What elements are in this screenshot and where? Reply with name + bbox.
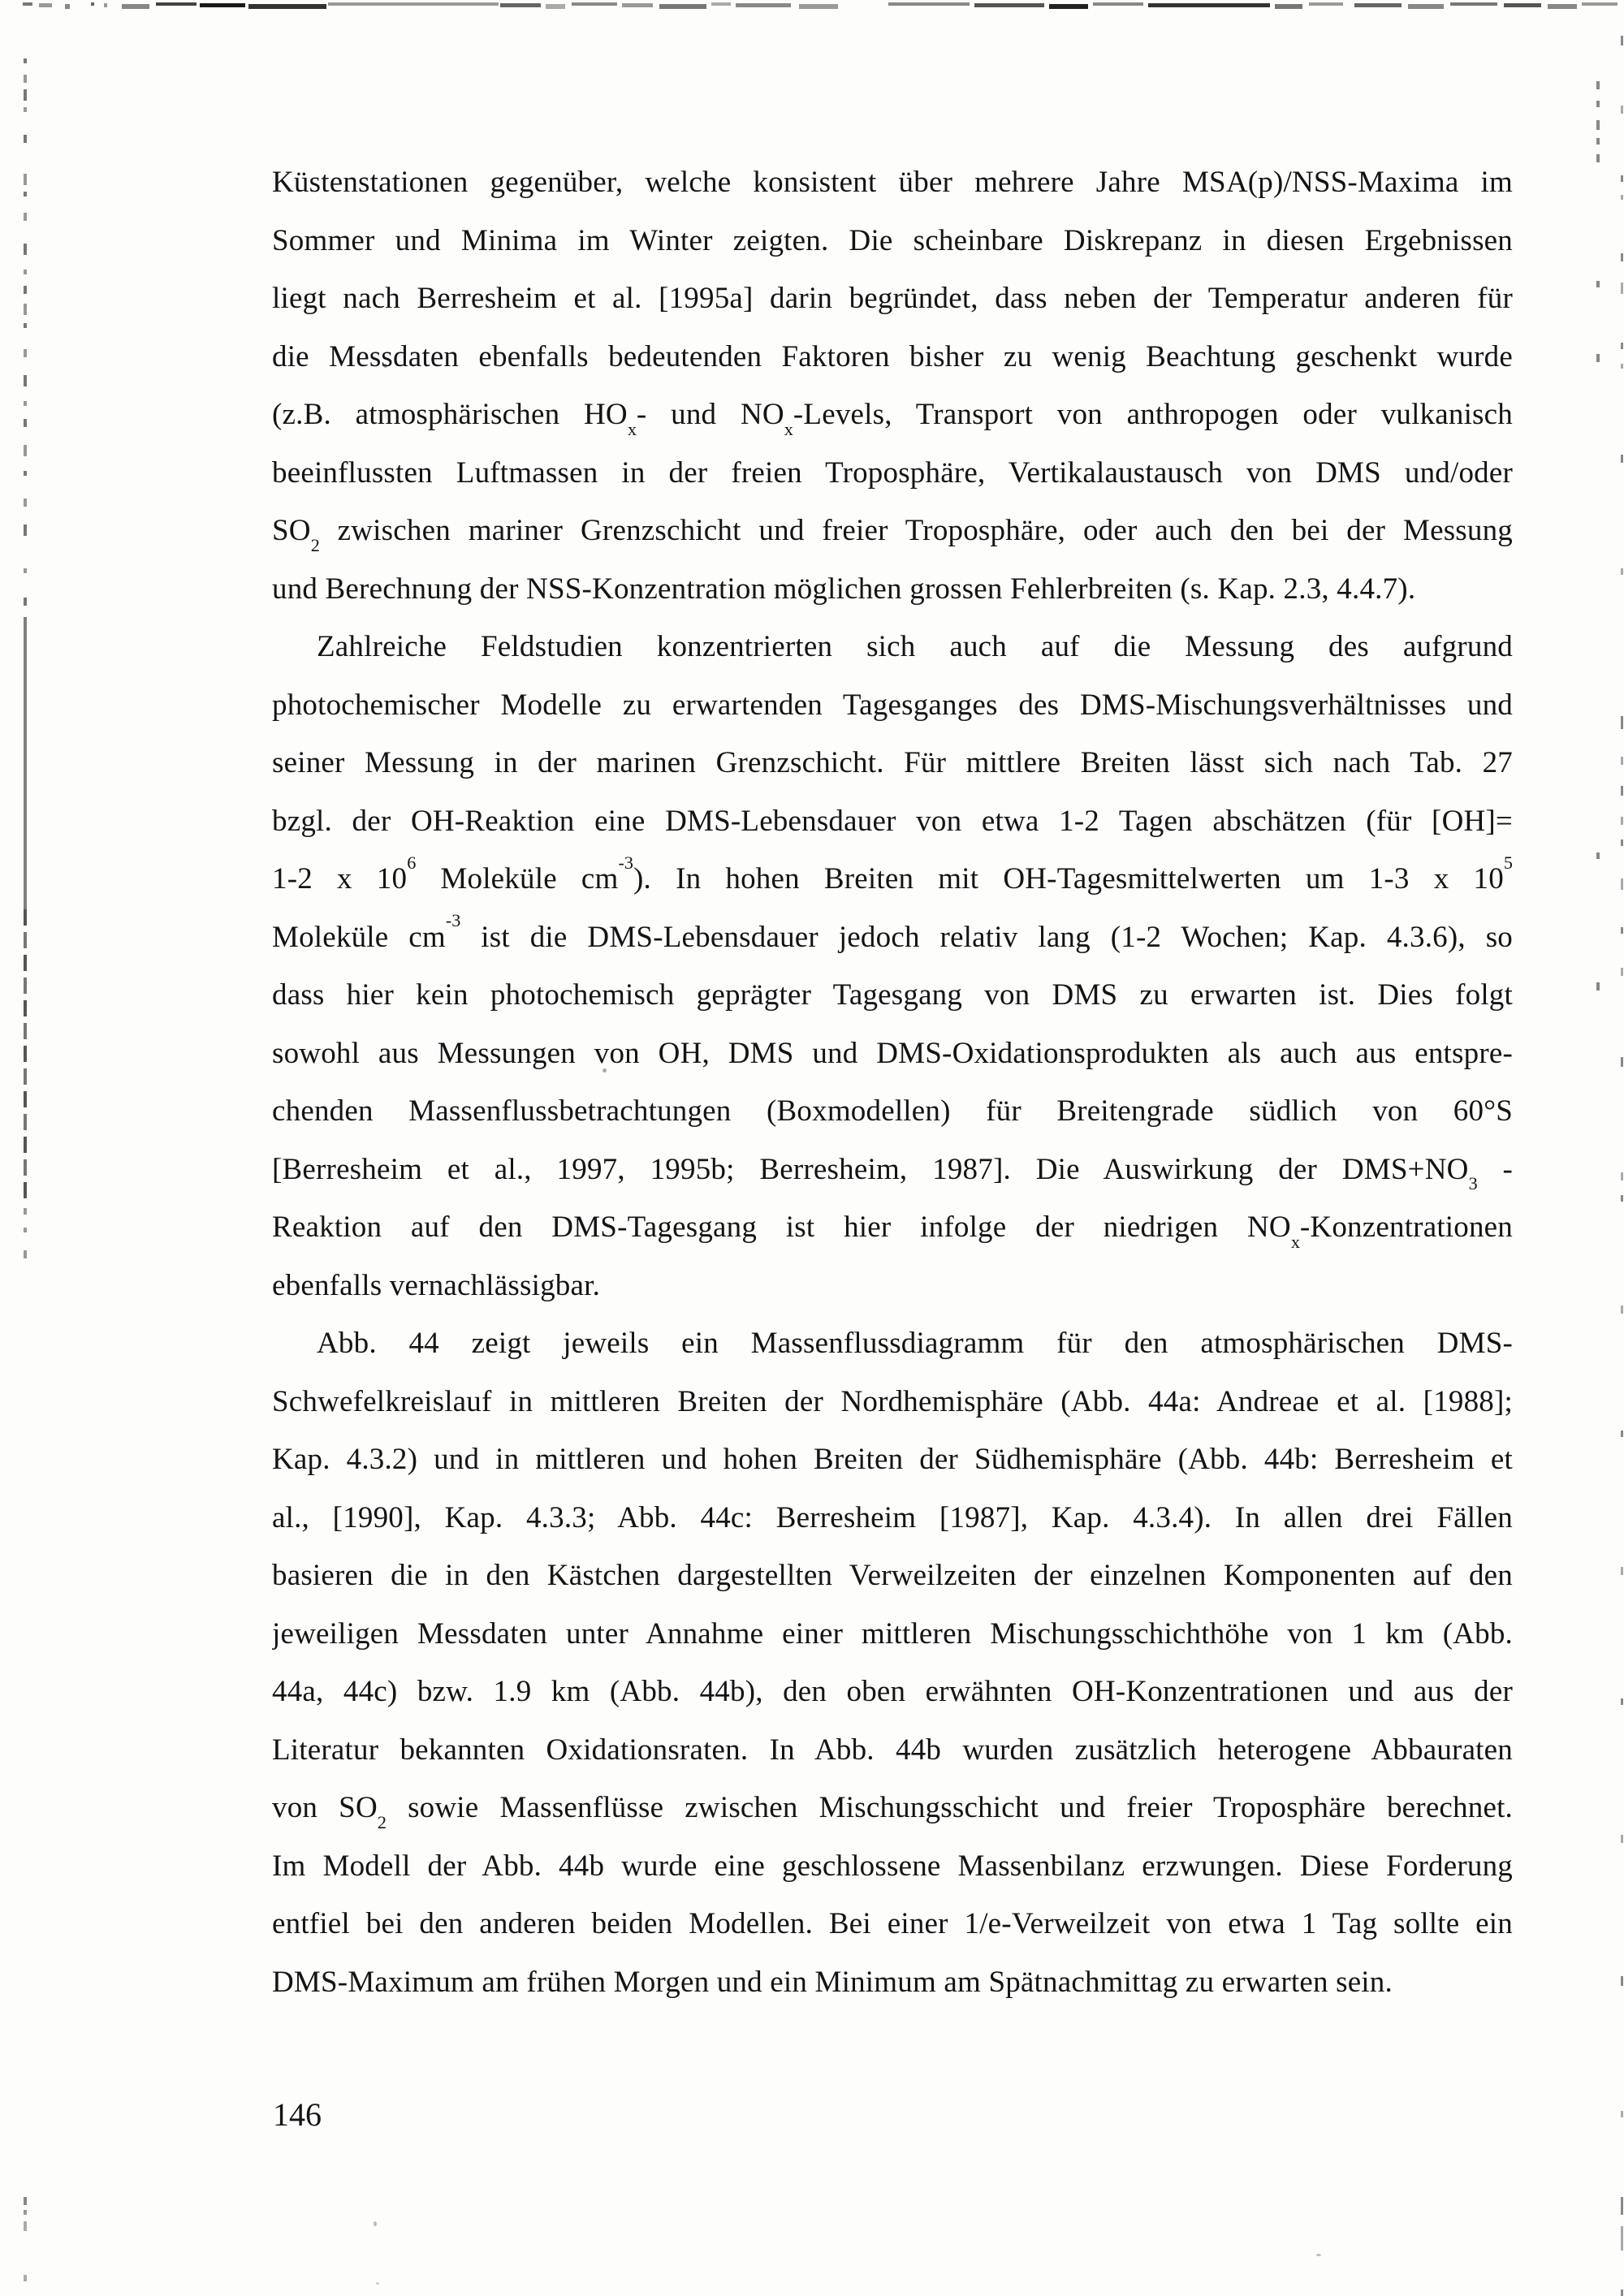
scan-mark (1408, 4, 1444, 9)
scan-mark (24, 1046, 27, 1062)
text-line: DMS-Maximum am frühen Morgen und ein Minimum am Spätnachmittag zu erwarten sein. (272, 1965, 1393, 1999)
text-line: seiner Messung in der marinen Grenzschicht. Für mittlere Breiten lässt sich nach Tab. 27 (272, 746, 1513, 779)
scan-mark (1621, 927, 1623, 934)
scan-mark (24, 89, 27, 101)
text-line: photochemischer Modelle zu erwartenden Tagesganges des DMS-Mischungsverhältnisses und (272, 688, 1513, 722)
scan-mark (1596, 852, 1600, 859)
scan-mark (24, 1182, 27, 1198)
scan-mark (104, 3, 107, 7)
scan-mark (1621, 2111, 1623, 2117)
text-line: Moleküle $cm^{-3}$ ist die DMS-Lebensdauer jedoch relativ lang (1-2 Wochen; Kap. 4.3.6), so (272, 910, 1513, 954)
scan-mark (1621, 1431, 1623, 1437)
scan-mark (799, 4, 838, 9)
scan-mark (1621, 1172, 1623, 1180)
scan-mark (24, 2221, 27, 2231)
scan-mark (24, 1228, 27, 1232)
scan-mark (24, 498, 27, 507)
scan-mark (24, 1091, 27, 1107)
scan-mark (1596, 81, 1600, 89)
scan-mark (500, 3, 541, 7)
scan-mark (1621, 195, 1623, 200)
scan-mark (24, 58, 27, 63)
scan-mark (546, 4, 565, 9)
text-line: von $SO_2$ sowie Massenflüsse zwischen Mischungsschicht und freier Troposphäre berechnet. (272, 1791, 1513, 1832)
scan-mark (122, 4, 149, 9)
scan-mark (24, 1208, 27, 1215)
scan-mark (24, 174, 27, 185)
scan-mark (24, 419, 27, 427)
scan-mark (1596, 982, 1600, 990)
scan-mark (24, 598, 27, 606)
text-line: Zahlreiche Feldstudien konzentrierten sich auch auf die Messung des aufgrund (317, 630, 1513, 663)
text-line: Im Modell der Abb. 44b wurde eine geschlossene Massenbilanz erzwungen. Diese Forderung (272, 1849, 1513, 1883)
text-line: die Messdaten ebenfalls bedeutenden Faktoren bisher zu wenig Beachtung geschenkt wurde (272, 339, 1513, 373)
text-line: entfiel bei den anderen beiden Modellen. Bei einer 1/e-Verweilzeit von etwa 1 Tag sollte ein (272, 1907, 1513, 1940)
text-line: Küstenstationen gegenüber, welche konsistent über mehrere Jahre MSA(p)/NSS-Maxima im (272, 166, 1513, 199)
scan-mark (24, 2275, 27, 2281)
scan-mark (1148, 3, 1270, 7)
scan-mark (1450, 2, 1497, 6)
text-line: 1-2 x $10^6$ Moleküle $cm^{-3}$). In hohen Breiten mit OH-Tagesmittelwerten um 1-3 x $10^5$ (272, 852, 1513, 896)
scan-mark (65, 4, 70, 9)
scan-mark (974, 3, 1044, 7)
scan-mark (1621, 106, 1623, 114)
scan-mark (1354, 3, 1402, 7)
scan-mark (1621, 968, 1623, 976)
scan-mark (1621, 2226, 1623, 2251)
scan-mark (1621, 786, 1623, 796)
text-line: Abb. 44 zeigt jeweils ein Massenflussdiagramm für den atmosphärischen DMS- (317, 1327, 1513, 1360)
text-line: Sommer und Minima im Winter zeigten. Die scheinbare Diskrepanz in diesen Ergebnissen (272, 223, 1513, 257)
scan-mark (1275, 4, 1302, 9)
scan-mark (1596, 281, 1600, 287)
scan-mark (888, 2, 970, 6)
scan-mark (24, 1250, 27, 1258)
scan-mark (24, 244, 27, 255)
text-line: al., [1990], Kap. 4.3.3; Abb. 44c: Berresheim [1987], Kap. 4.3.4). In allen drei Fällen (272, 1500, 1513, 1534)
scan-mark (736, 3, 791, 7)
scan-mark (1621, 817, 1623, 825)
scan-mark (24, 304, 27, 315)
text-line: ebenfalls vernachlässigbar. (272, 1268, 601, 1302)
text-line: Reaktion auf den DMS-Tagesgang ist hier infolge der niedrigen $NO_x$-Konzentrationen (272, 1211, 1513, 1252)
scan-mark (1621, 757, 1623, 765)
text-line: bzgl. der OH-Reaktion eine DMS-Lebensdauer von etwa 1-2 Tagen abschätzen (für [OH]= (272, 804, 1513, 838)
scan-mark (1621, 364, 1623, 369)
scan-mark (24, 270, 27, 274)
body-text (272, 153, 1513, 2011)
scan-mark (1621, 343, 1623, 349)
scan-mark (1621, 283, 1623, 294)
text-line: liegt nach Berresheim et al. [1995a] darin begründet, dass neben der Temperatur anderen für (272, 282, 1513, 315)
scan-mark (1596, 101, 1600, 107)
page-number: 146 (273, 2096, 322, 2133)
text-line: Schwefelkreislauf in mittleren Breiten der Nordhemisphäre (Abb. 44a: Andreae et al. [1988]; (272, 1384, 1513, 1418)
scan-mark (1093, 2, 1143, 6)
scan-mark (24, 286, 27, 294)
scan-mark (24, 107, 27, 112)
text-line: beeinflussten Luftmassen in der freien Troposphäre, Vertikalaustausch von DMS und/oder (272, 455, 1513, 490)
text-line: Literatur bekannten Oxidationsraten. In Abb. 44b wurden zusätzlich heterogene Abbauraten (272, 1733, 1513, 1767)
scan-mark (1621, 2197, 1623, 2215)
scan-mark (24, 955, 27, 971)
scan-mark (1621, 455, 1623, 463)
scan-mark (24, 375, 27, 386)
scan-mark (1621, 839, 1623, 846)
scan-mark (1596, 354, 1600, 362)
scan-mark (328, 2, 499, 6)
scan-mark (24, 2210, 27, 2215)
scan-mark (24, 349, 27, 357)
scan-mark (1309, 2, 1343, 6)
scan-mark (1621, 36, 1623, 45)
scan-mark (1621, 175, 1623, 182)
scan-mark (91, 2, 94, 6)
scan-mark (24, 192, 27, 196)
scan-mark (24, 401, 27, 406)
scan-mark (24, 909, 27, 926)
scan-mark (1548, 4, 1577, 9)
scan-mark (1621, 1567, 1623, 1575)
scan-mark (1621, 1976, 1623, 1986)
scan-mark (1621, 253, 1623, 261)
scan-mark (1049, 4, 1088, 9)
text-line: Kap. 4.3.2) und in mittleren und hohen Breiten der Südhemisphäre (Abb. 44b: Berresheim et (272, 1443, 1513, 1476)
scan-mark (374, 2221, 377, 2226)
scan-mark (1621, 2290, 1623, 2296)
scan-mark (24, 617, 27, 909)
text-line: [Berresheim et al., 1997, 1995b; Berresheim, 1987]. Die Auswirkung der $DMS+NO_3$ - (272, 1152, 1513, 1194)
scan-mark (24, 1137, 27, 1153)
scan-mark (200, 3, 245, 7)
scan-mark (376, 2282, 379, 2285)
scan-mark (24, 1000, 27, 1016)
scan-mark (24, 1068, 27, 1085)
text-line: chenden Massenflussbetrachtungen (Boxmodellen) für Breitengrade südlich von 60°S (272, 1094, 1513, 1128)
scan-mark (24, 323, 27, 328)
scan-mark (24, 213, 27, 221)
scan-mark (24, 1159, 27, 1176)
scan-mark (24, 524, 27, 536)
text-line: $SO_2$ zwischen mariner Grenzschicht und freier Troposphäre, oder auch den bei der Messung (272, 514, 1513, 555)
scan-mark (24, 445, 27, 456)
scan-mark (24, 568, 27, 573)
scan-mark (1316, 2254, 1321, 2256)
scan-mark (156, 2, 197, 6)
scan-mark (1621, 1195, 1623, 1202)
scan-mark (23, 2, 32, 6)
scan-mark (39, 3, 52, 7)
scan-mark (24, 978, 27, 994)
scan-mark (1621, 1306, 1623, 1314)
text-line: 44a, 44c) bzw. 1.9 km (Abb. 44b), den oben erwähnten OH-Konzentrationen und aus der (272, 1675, 1513, 1708)
scan-mark (24, 75, 27, 83)
scan-mark (24, 1023, 27, 1039)
scan-mark (1582, 2, 1618, 6)
scan-mark (1596, 120, 1600, 130)
scan-mark (1596, 138, 1600, 145)
scan-mark (711, 2, 731, 6)
scan-mark (1621, 568, 1623, 575)
scan-mark (1621, 716, 1623, 729)
scan-mark (1621, 878, 1623, 890)
scan-mark (1621, 1835, 1623, 1843)
scan-mark (1504, 3, 1541, 7)
scan-mark (1621, 1057, 1623, 1067)
text-line: und Berechnung der NSS-Konzentration möglichen grossen Fehlerbreiten (s. Kap. 2.3, 4.4.7). (272, 572, 1416, 606)
scan-mark (248, 4, 326, 9)
text-line: sowohl aus Messungen von OH, DMS und DMS-Oxidationsprodukten als auch aus entspre- (272, 1036, 1513, 1070)
scan-mark (659, 4, 706, 9)
scan-mark (24, 1114, 27, 1130)
text-line: basieren die in den Kästchen dargestellten Verweilzeiten der einzelnen Komponenten auf den (272, 1559, 1513, 1592)
scan-mark (1621, 1698, 1623, 1705)
scan-mark (572, 2, 617, 6)
scan-mark (1596, 154, 1600, 162)
scan-mark (24, 932, 27, 948)
text-line: dass hier kein photochemisch geprägter Tagesgang von DMS zu erwarten ist. Dies folgt (272, 978, 1513, 1012)
scan-mark (24, 471, 27, 476)
text-line: (z.B. atmosphärischen $HO_x-$ und $NO_x$-Levels, Transport von anthropogen oder vulkanisch (272, 398, 1513, 439)
text-line: jeweiligen Messdaten unter Annahme einer mittleren Mischungsschichthöhe von 1 km (Abb. (272, 1616, 1513, 1651)
scan-mark (622, 3, 653, 7)
scan-mark (24, 135, 27, 143)
scan-mark (24, 2197, 27, 2205)
